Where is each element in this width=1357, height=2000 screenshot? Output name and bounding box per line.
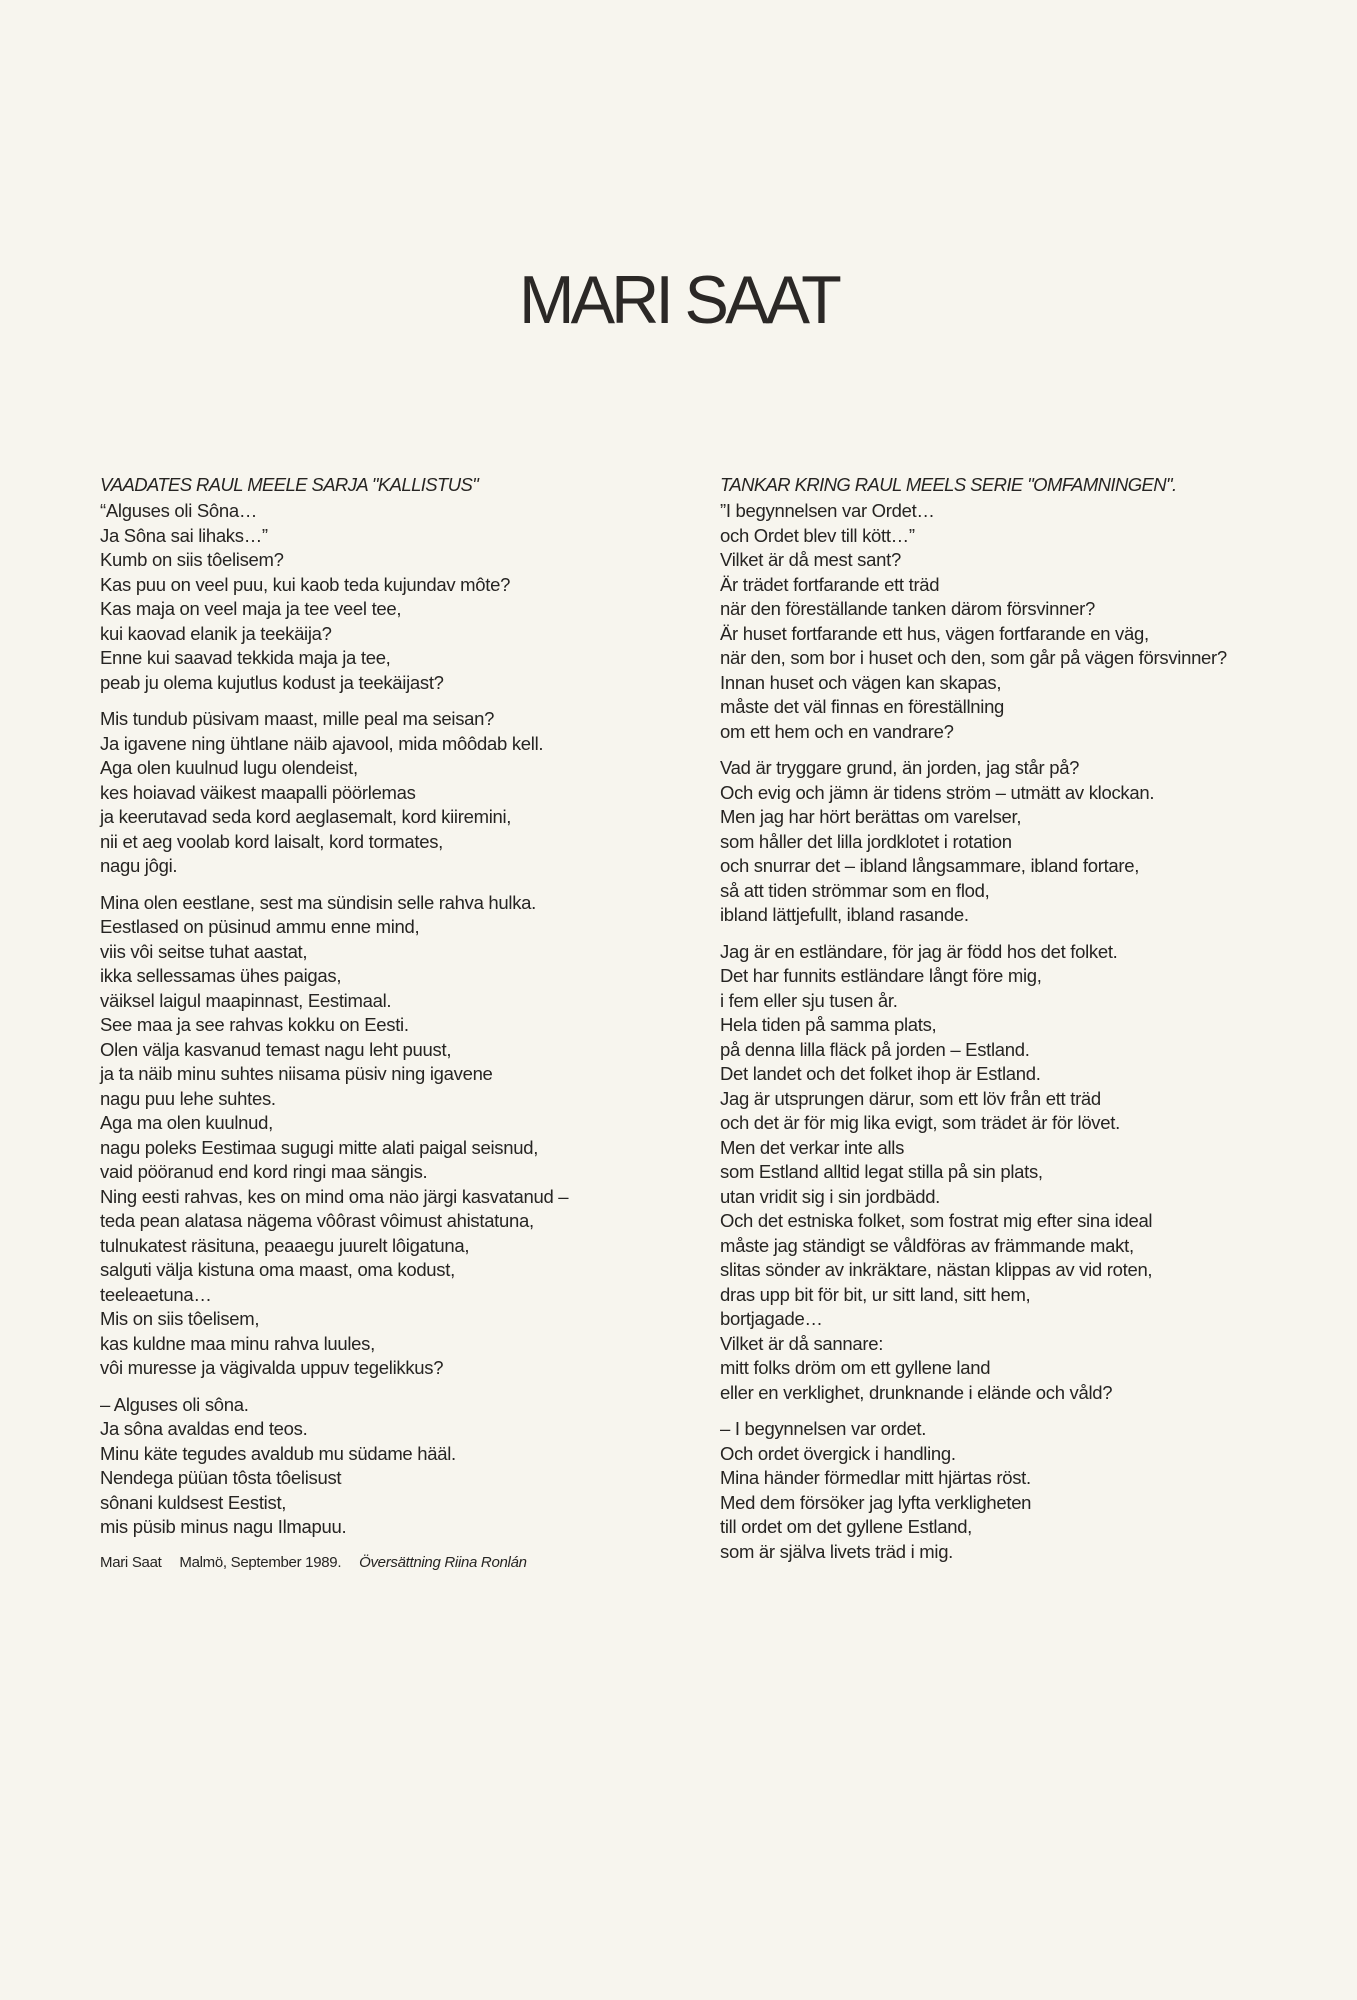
poem-line: Men jag har hört berättas om varelser, <box>720 806 1022 827</box>
poem-line: Kas puu on veel puu, kui kaob teda kujundav môte? <box>100 573 511 595</box>
poem-line: Och ordet övergick i handling. <box>720 1442 956 1464</box>
poem-line: utan vridit sig i sin jordbädd. <box>720 1185 941 1207</box>
stanza <box>100 1393 660 1540</box>
poem-line: Mina olen eestlane, sest ma sündisin selle rahva hulka. <box>100 891 536 913</box>
poem-line: peab ju olema kujutlus kodust ja teekäijast? <box>100 671 444 693</box>
poem-line: om ett hem och en vandrare? <box>720 720 954 742</box>
poem-line: Mina händer förmedlar mitt hjärtas röst. <box>720 1467 1031 1488</box>
poem-line: Ja sôna avaldas end teos. <box>100 1418 308 1439</box>
poem-line: nagu puu lehe suhtes. <box>100 1087 276 1109</box>
poem-line: Men det verkar inte alls <box>720 1136 905 1158</box>
author-name: Mari Saat <box>100 1553 162 1571</box>
stanza <box>720 499 1320 744</box>
poem-line: vaid pööranud end kord ringi maa sängis. <box>100 1161 428 1182</box>
poem-line: Innan huset och vägen kan skapas, <box>720 671 1002 693</box>
poem-line: och snurrar det – ibland långsammare, ibland fortare, <box>720 855 1140 876</box>
poem-line: måste det väl finnas en föreställning <box>720 696 1005 717</box>
poem-credits <box>100 1554 660 1571</box>
poem-line: – I begynnelsen var ordet. <box>720 1418 927 1439</box>
poem-line: Eestlased on püsinud ammu enne mind, <box>100 916 420 937</box>
stanza <box>100 499 660 695</box>
poem-line: ibland lättjefullt, ibland rasande. <box>720 904 969 925</box>
poem-line: i fem eller sju tusen år. <box>720 989 898 1011</box>
poem-line: Och evig och jämn är tidens ström – utmätt av klockan. <box>720 781 1155 803</box>
poem-line: Minu käte tegudes avaldub mu südame hääl. <box>100 1442 456 1464</box>
stanzas <box>100 499 660 1540</box>
poem-line: när den föreställande tanken därom försvinner? <box>720 598 1095 619</box>
poem-line: Vilket är då sannare: <box>720 1332 884 1354</box>
stanza <box>720 1417 1320 1564</box>
poem-line: väiksel laigul maapinnast, Eestimaal. <box>100 989 392 1011</box>
poem-line: Det landet och det folket ihop är Estland. <box>720 1063 1041 1084</box>
poem-line: ikka sellessamas ühes paigas, <box>100 965 342 986</box>
page-title: MARI SAAT <box>519 262 838 338</box>
poem-line: ja ta näib minu suhtes niisama püsiv ning igavene <box>100 1063 493 1084</box>
poem-line: Jag är en estländare, för jag är född hos det folket. <box>720 940 1118 962</box>
poem-line: nii et aeg voolab kord laisalt, kord tormates, <box>100 830 444 852</box>
poem-line: bortjagade… <box>720 1308 823 1329</box>
poem-line: kes hoiavad väikest maapalli pöörlemas <box>100 781 416 803</box>
place-date: Malmö, September 1989. <box>179 1553 342 1571</box>
translation-credit: Översättning Riina Ronlán <box>359 1553 527 1571</box>
poem-line: Ja igavene ning ühtlane näib ajavool, mida môôdab kell. <box>100 732 544 754</box>
stanza <box>100 891 660 1381</box>
poem-line: eller en verklighet, drunknande i elände och våld? <box>720 1381 1113 1403</box>
poem-line: som håller det lilla jordklotet i rotation <box>720 830 1012 852</box>
poem-line: kui kaovad elanik ja teekäija? <box>100 622 332 644</box>
stanza <box>720 756 1320 928</box>
poem-line: måste jag ständigt se våldföras av främmande makt, <box>720 1234 1134 1256</box>
poem-line: Med dem försöker jag lyfta verkligheten <box>720 1491 1032 1513</box>
poem-line: och det är för mig lika evigt, som trädet är för lövet. <box>720 1112 1120 1133</box>
poem-line: teeleaetuna… <box>100 1283 212 1305</box>
poem-line: slitas sönder av inkräktare, nästan klippas av vid roten, <box>720 1259 1153 1280</box>
poem-line: salguti välja kistuna oma maast, oma kodust, <box>100 1259 455 1280</box>
poem-line: kas kuldne maa minu rahva luules, <box>100 1332 375 1354</box>
poem-line: och Ordet blev till kött…” <box>720 524 915 546</box>
poem-heading-estonian: VAADATES RAUL MEELE SARJA "KALLISTUS" <box>100 474 479 495</box>
poem-line: Nendega püüan tôsta tôelisust <box>100 1467 342 1488</box>
stanza <box>720 940 1320 1406</box>
poem-line: mitt folks dröm om ett gyllene land <box>720 1357 991 1378</box>
poem-line: Hela tiden på samma plats, <box>720 1014 937 1035</box>
poem-line: – Alguses oli sôna. <box>100 1393 249 1415</box>
poem-line: Kumb on siis tôelisem? <box>100 549 284 570</box>
poem-line: ”I begynnelsen var Ordet… <box>720 500 935 521</box>
poem-line: som Estland alltid legat stilla på sin plats, <box>720 1161 1043 1182</box>
poem-line: Aga ma olen kuulnud, <box>100 1112 273 1133</box>
poem-line: Är trädet fortfarande ett träd <box>720 573 940 595</box>
poem-line: ja keerutavad seda kord aeglasemalt, kord kiiremini, <box>100 806 512 827</box>
poem-line: teda pean alatasa nägema vôôrast vôimust ahistatuna, <box>100 1210 534 1231</box>
poem-line: Enne kui saavad tekkida maja ja tee, <box>100 647 391 668</box>
poem-line: mis püsib minus nagu Ilmapuu. <box>100 1516 347 1537</box>
poem-line: nagu poleks Eestimaa sugugi mitte alati paigal seisnud, <box>100 1136 539 1158</box>
poem-line: Vilket är då mest sant? <box>720 549 901 570</box>
estonian-poem <box>100 472 660 1571</box>
stanzas <box>720 499 1320 1564</box>
poem-line: när den, som bor i huset och den, som går på vägen försvinner? <box>720 647 1227 668</box>
poem-line: dras upp bit för bit, ur sitt land, sitt hem, <box>720 1283 1031 1305</box>
poem-line: Olen välja kasvanud temast nagu leht puust, <box>100 1038 452 1060</box>
poem-line: viis vôi seitse tuhat aastat, <box>100 940 308 962</box>
poem-line: Och det estniska folket, som fostrat mig efter sina ideal <box>720 1210 1153 1231</box>
poem-line: sônani kuldsest Eestist, <box>100 1491 287 1513</box>
poem-line: Mis tundub püsivam maast, mille peal ma seisan? <box>100 708 495 729</box>
swedish-poem <box>720 472 1320 1576</box>
poem-line: nagu jôgi. <box>100 855 178 876</box>
poem-line: på denna lilla fläck på jorden – Estland. <box>720 1038 1030 1060</box>
poem-line: som är själva livets träd i mig. <box>720 1540 954 1562</box>
poem-line: Aga olen kuulnud lugu olendeist, <box>100 757 358 778</box>
poem-line: så att tiden strömmar som en flod, <box>720 879 990 901</box>
poem-line: tulnukatest räsituna, peaaegu juurelt lôigatuna, <box>100 1234 470 1256</box>
poem-line: Det har funnits estländare långt före mig, <box>720 965 1042 986</box>
stanza <box>100 707 660 879</box>
poem-line: till ordet om det gyllene Estland, <box>720 1516 973 1537</box>
poem-heading-swedish: TANKAR KRING RAUL MEELS SERIE "OMFAMNINGEN". <box>720 474 1177 495</box>
poem-line: Jag är utsprungen därur, som ett löv från ett träd <box>720 1087 1101 1109</box>
poem-line: vôi muresse ja vägivalda uppuv tegelikkus? <box>100 1357 444 1378</box>
poem-line: Vad är tryggare grund, än jorden, jag står på? <box>720 757 1080 778</box>
poem-line: Ja Sôna sai lihaks…” <box>100 524 268 546</box>
poem-line: “Alguses oli Sôna… <box>100 500 258 521</box>
poem-line: See maa ja see rahvas kokku on Eesti. <box>100 1014 409 1035</box>
poem-line: Ning eesti rahvas, kes on mind oma näo järgi kasvatanud – <box>100 1185 569 1207</box>
poem-line: Mis on siis tôelisem, <box>100 1308 260 1329</box>
poem-line: Är huset fortfarande ett hus, vägen fortfarande en väg, <box>720 622 1149 644</box>
poem-line: Kas maja on veel maja ja tee veel tee, <box>100 598 402 619</box>
